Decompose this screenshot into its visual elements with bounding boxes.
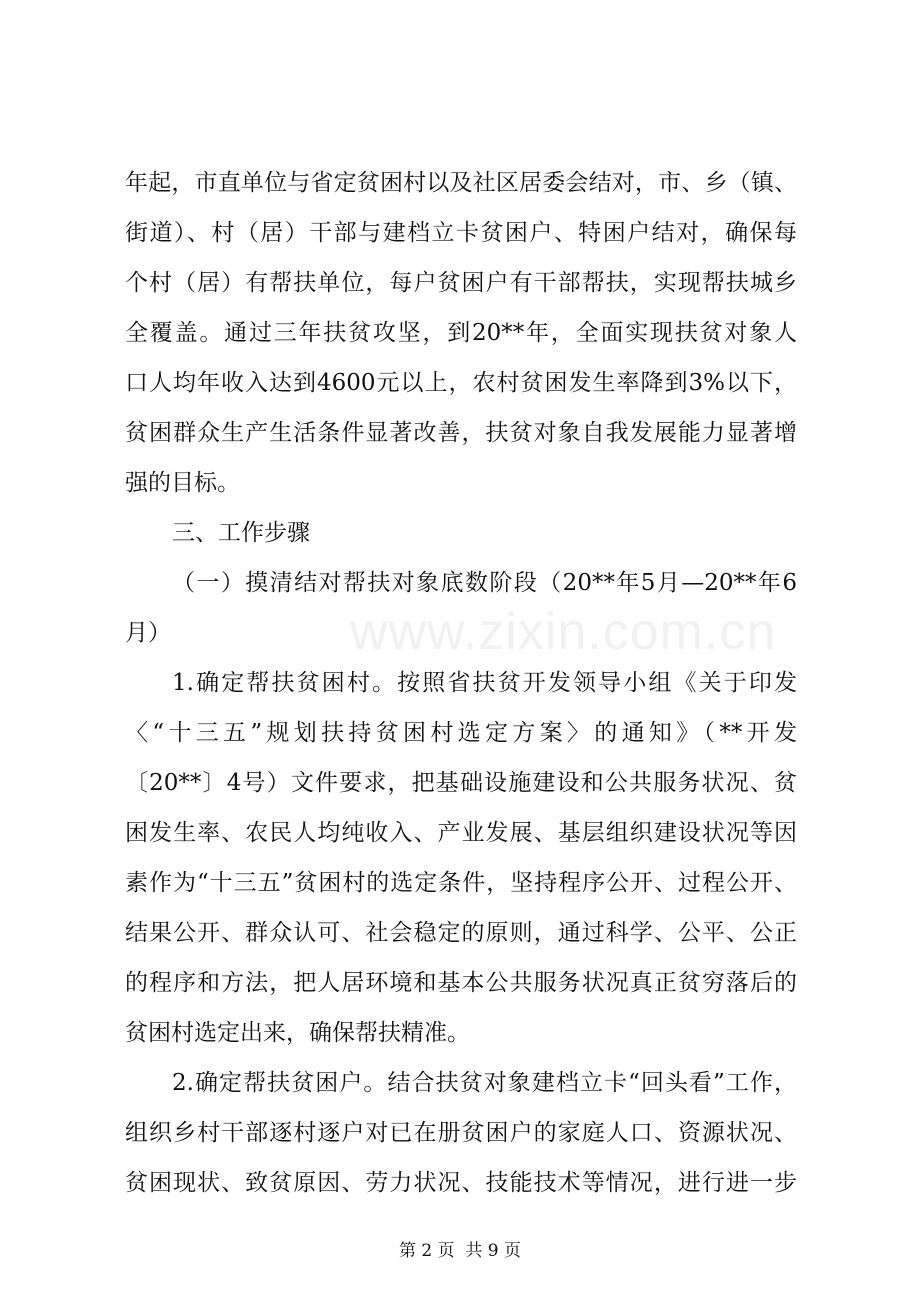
body-line: 个村（居）有帮扶单位，每户贫困户有干部帮扶，实现帮扶城乡 <box>125 270 797 296</box>
body-line: 贫困群众生产生活条件显著改善，扶贫对象自我发展能力显著增 <box>125 420 797 446</box>
body-line: 的程序和方法，把人居环境和基本公共服务状况真正贫穷落后的 <box>125 970 797 996</box>
body-line: 1.确定帮扶贫困村。按照省扶贫开发领导小组《关于印发 <box>172 670 797 696</box>
body-line: 强的目标。 <box>125 470 240 496</box>
body-line: 全覆盖。通过三年扶贫攻坚，到20**年，全面实现扶贫对象人 <box>125 320 797 346</box>
body-line: 素作为“十三五”贫困村的选定条件，坚持程序公开、过程公开、 <box>125 870 797 896</box>
page-number-footer: 第 2 页 共 9 页 <box>398 1241 522 1261</box>
watermark: www.zixin.com.cn <box>350 603 777 661</box>
body-line: 困发生率、农民人均纯收入、产业发展、基层组织建设状况等因 <box>125 820 797 846</box>
body-line: 贫困现状、致贫原因、劳力状况、技能技术等情况，进行进一步 <box>125 1170 797 1196</box>
body-line: 年起，市直单位与省定贫困村以及社区居委会结对，市、乡（镇、 <box>125 170 797 196</box>
section-heading: 三、工作步骤 <box>172 520 310 546</box>
subsection-heading: 月） <box>125 620 171 646</box>
body-line: 贫困村选定出来，确保帮扶精准。 <box>125 1020 470 1046</box>
body-line: 2.确定帮扶贫困户。结合扶贫对象建档立卡“回头看”工作， <box>172 1070 797 1096</box>
subsection-heading: （一）摸清结对帮扶对象底数阶段（20**年5月—20**年6 <box>172 570 797 596</box>
body-line: 街道）、村（居）干部与建档立卡贫困户、特困户结对，确保每 <box>125 220 797 246</box>
body-line: 〈“十三五”规划扶持贫困村选定方案〉的通知》（**开发 <box>125 720 797 746</box>
body-line: 口人均年收入达到4600元以上，农村贫困发生率降到3%以下， <box>125 370 797 396</box>
body-line: 组织乡村干部逐村逐户对已在册贫困户的家庭人口、资源状况、 <box>125 1120 797 1146</box>
body-line: 〔20**〕4号）文件要求，把基础设施建设和公共服务状况、贫 <box>125 770 797 796</box>
body-line: 结果公开、群众认可、社会稳定的原则，通过科学、公平、公正 <box>125 920 797 946</box>
